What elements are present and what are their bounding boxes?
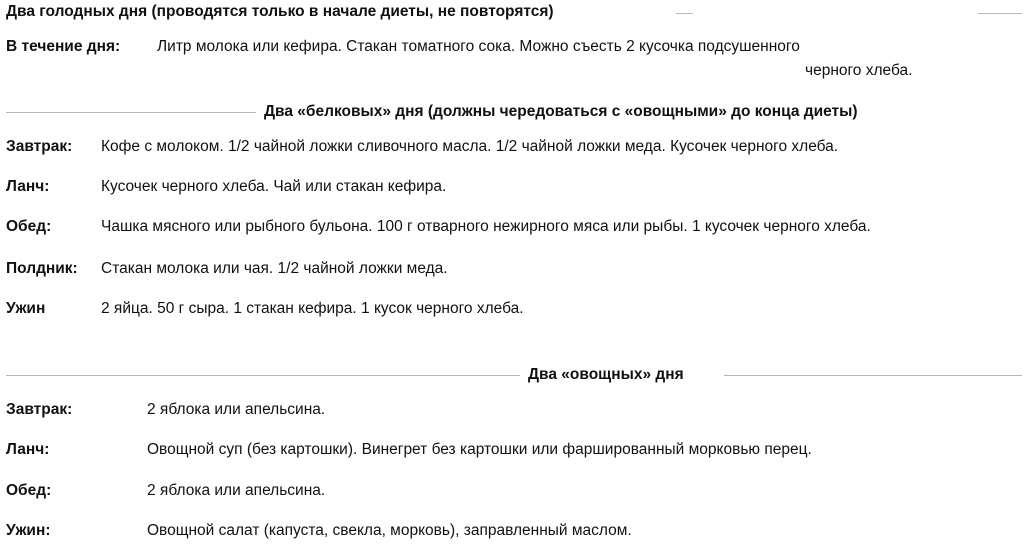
section2-row-text: Кофе с молоком. 1/2 чайной ложки сливочного масла. 1/2 чайной ложки меда. Кусочек черного хлеба.: [101, 138, 839, 155]
section2-row-label: Ланч:: [6, 178, 50, 195]
section2-row-label: Полдник:: [6, 260, 78, 277]
section3-row-label: Ланч:: [6, 441, 50, 458]
section3-rule-right: [724, 375, 1022, 376]
section1-heading: Два голодных дня (проводятся только в начале диеты, не повторятся): [6, 3, 554, 20]
section3-rule-left: [6, 375, 520, 376]
section1-row-label: В течение дня:: [6, 38, 121, 55]
section2-row-text: Стакан молока или чая. 1/2 чайной ложки меда.: [101, 260, 448, 277]
section3-row-text: 2 яблока или апельсина.: [147, 482, 326, 499]
section2-heading: Два «белковых» дня (должны чередоваться с «овощными» до конца диеты): [264, 103, 858, 120]
section3-row-label: Завтрак:: [6, 401, 73, 418]
section3-row-text: Овощной суп (без картошки). Винегрет без картошки или фаршированный морковью перец.: [147, 441, 812, 458]
section2-rule-left: [6, 112, 256, 113]
section3-row-text: Овощной салат (капуста, свекла, морковь), заправленный маслом.: [147, 522, 632, 539]
section2-row-label: Завтрак:: [6, 138, 73, 155]
section2-row-text: Кусочек черного хлеба. Чай или стакан кефира.: [101, 178, 447, 195]
section2-row-label: Ужин: [6, 300, 46, 317]
section3-row-label: Ужин:: [6, 522, 51, 539]
section1-rule-short: [676, 13, 693, 14]
section3-row-text: 2 яблока или апельсина.: [147, 401, 326, 418]
section1-row-text-line2: черного хлеба.: [805, 62, 913, 79]
section3-heading: Два «овощных» дня: [528, 366, 684, 383]
section2-row-label: Обед:: [6, 218, 52, 235]
section2-row-text: Чашка мясного или рыбного бульона. 100 г отварного нежирного мяса или рыбы. 1 кусочек черного хлеба.: [101, 218, 871, 235]
section2-row-text: 2 яйца. 50 г сыра. 1 стакан кефира. 1 кусок черного хлеба.: [101, 300, 524, 317]
section3-row-label: Обед:: [6, 482, 52, 499]
section1-rule-right: [978, 13, 1022, 14]
section1-row-text-line1: Литр молока или кефира. Стакан томатного сока. Можно съесть 2 кусочка подсушенного: [157, 38, 800, 55]
